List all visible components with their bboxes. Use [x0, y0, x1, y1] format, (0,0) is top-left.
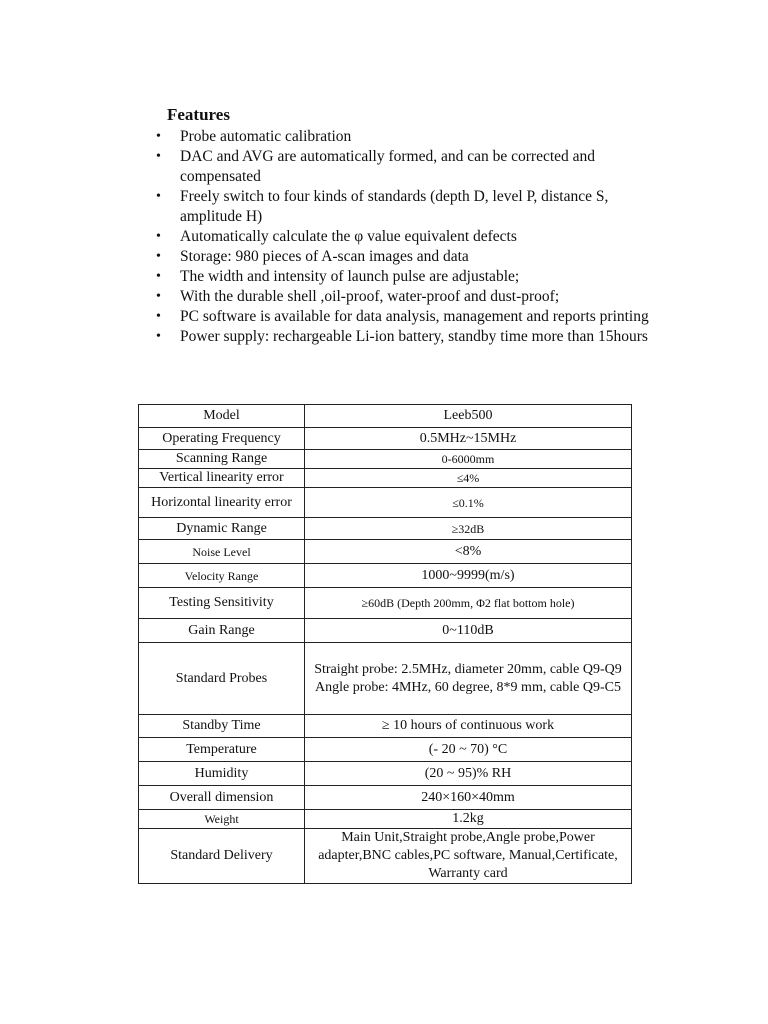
table-row — [139, 762, 632, 786]
spec-value: 0.5MHz~15MHz — [305, 428, 632, 450]
spec-value: ≥60dB (Depth 200mm, Φ2 flat bottom hole) — [305, 588, 632, 619]
spec-value: ≤0.1% — [305, 488, 632, 518]
spec-label: Humidity — [139, 762, 305, 786]
table-row — [139, 738, 632, 762]
feature-item: • PC software is available for data analysis, management and reports printing — [155, 307, 655, 327]
feature-item: • The width and intensity of launch pulse are adjustable; — [155, 267, 655, 287]
table-row — [139, 518, 632, 540]
spec-label: Standard Probes — [139, 643, 305, 715]
spec-value: (- 20 ~ 70) °C — [305, 738, 632, 762]
spec-value: 1000~9999(m/s) — [305, 564, 632, 588]
spec-value: 0~110dB — [305, 619, 632, 643]
spec-label: Model — [139, 405, 305, 428]
feature-item: • With the durable shell ,oil-proof, water-proof and dust-proof; — [155, 287, 655, 307]
table-row — [139, 488, 632, 518]
spec-value: 1.2kg — [305, 810, 632, 829]
table-row — [139, 469, 632, 488]
spec-value: ≥ 10 hours of continuous work — [305, 715, 632, 738]
table-row — [139, 564, 632, 588]
feature-item: • Freely switch to four kinds of standards (depth D, level P, distance S, amplitude H) — [155, 187, 655, 227]
spec-label: Standby Time — [139, 715, 305, 738]
spec-label: Scanning Range — [139, 450, 305, 469]
spec-value: 240×160×40mm — [305, 786, 632, 810]
spec-label: Vertical linearity error — [139, 469, 305, 488]
spec-label: Operating Frequency — [139, 428, 305, 450]
spec-label: Gain Range — [139, 619, 305, 643]
spec-value: ≥32dB — [305, 518, 632, 540]
straight-probe-spec: Straight probe: 2.5MHz, diameter 20mm, cable Q9-Q9 — [314, 661, 622, 677]
spec-value: Leeb500 — [305, 405, 632, 428]
feature-item: • Probe automatic calibration — [155, 127, 655, 147]
table-row — [139, 786, 632, 810]
features-heading: Features — [167, 105, 230, 124]
spec-label: Testing Sensitivity — [139, 588, 305, 619]
table-row — [139, 428, 632, 450]
spec-value — [305, 643, 632, 715]
table-row — [139, 643, 632, 715]
spec-label: Overall dimension — [139, 786, 305, 810]
table-row — [139, 810, 632, 829]
spec-value: (20 ~ 95)% RH — [305, 762, 632, 786]
spec-label: Temperature — [139, 738, 305, 762]
table-row — [139, 829, 632, 884]
angle-probe-spec: Angle probe: 4MHz, 60 degree, 8*9 mm, cable Q9-C5 — [315, 679, 621, 695]
table-row — [139, 405, 632, 428]
spec-label: Weight — [139, 810, 305, 829]
spec-label: Dynamic Range — [139, 518, 305, 540]
table-row — [139, 715, 632, 738]
feature-item: • Storage: 980 pieces of A-scan images and data — [155, 247, 655, 267]
table-row — [139, 588, 632, 619]
spec-label: Velocity Range — [139, 564, 305, 588]
feature-item: • Power supply: rechargeable Li-ion battery, standby time more than 15hours — [155, 327, 655, 347]
spec-value: <8% — [305, 540, 632, 564]
feature-item: • Automatically calculate the φ value equivalent defects — [155, 227, 655, 247]
spec-value: 0-6000mm — [305, 450, 632, 469]
specifications-table — [138, 404, 632, 884]
table-row — [139, 450, 632, 469]
spec-label: Horizontal linearity error — [139, 488, 305, 518]
spec-value: Main Unit,Straight probe,Angle probe,Power adapter,BNC cables,PC software, Manual,Certificate, Warranty card — [305, 829, 632, 884]
features-list — [155, 127, 655, 347]
table-row — [139, 540, 632, 564]
feature-item: • DAC and AVG are automatically formed, and can be corrected and compensated — [155, 147, 655, 187]
table-row — [139, 619, 632, 643]
spec-label: Standard Delivery — [139, 829, 305, 884]
spec-value: ≤4% — [305, 469, 632, 488]
spec-label: Noise Level — [139, 540, 305, 564]
